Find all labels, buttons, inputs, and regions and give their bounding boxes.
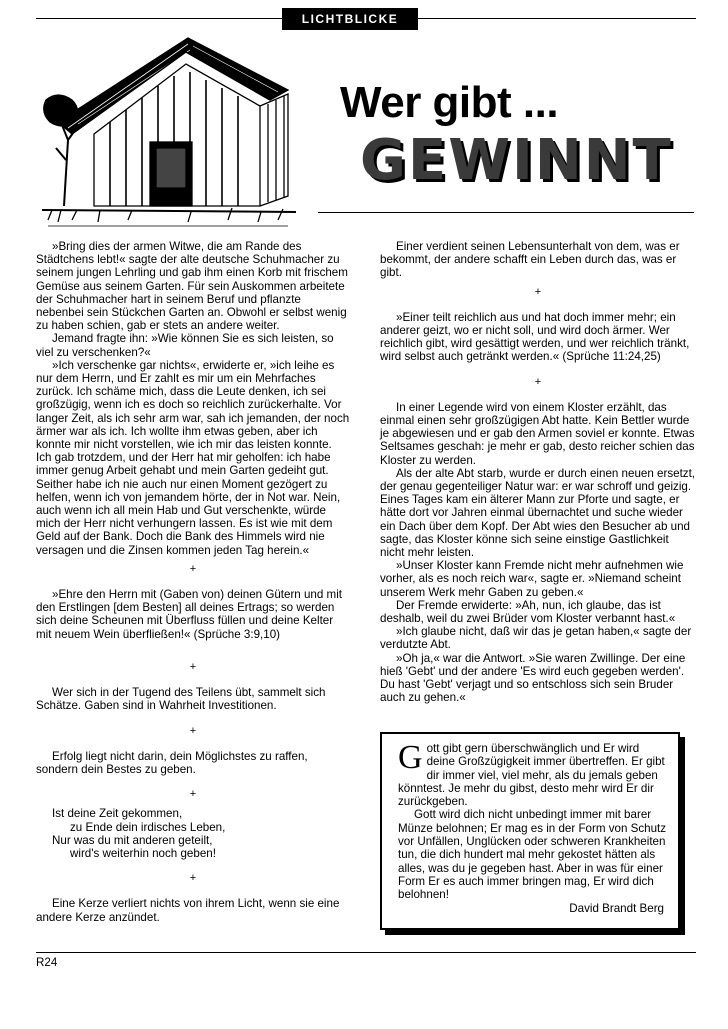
legend-paragraph: Der Fremde erwiderte: »Ah, nun, ich glaube, das ist deshalb, weil du zwei Brüder vom Kloster verbannt hast.« — [380, 598, 676, 626]
separator-mark: + — [189, 788, 197, 801]
saying-candle: Eine Kerze verliert nichts von ihrem Licht, wenn sie eine andere Kerze anzündet. — [36, 897, 340, 924]
poem-line: Nur was du mit anderen geteilt, — [52, 833, 213, 847]
title-line-1: Wer gibt ... — [340, 78, 559, 127]
page-number: R24 — [36, 956, 58, 969]
saying-living: Einer verdient seinen Lebensunterhalt von dem, was er bekommt, der andere schafft ein Leben durch das, was er gibt. — [380, 240, 680, 280]
right-column — [380, 240, 696, 705]
poem-line: wird's weiterhin noch geben! — [70, 846, 216, 860]
story-paragraph: Jemand fragte ihn: »Wie können Sie es sich leisten, so viel zu verschenken?« — [36, 332, 334, 359]
legend-paragraph: In einer Legende wird von einem Kloster erzählt, das einmal einen sehr großzügigen Abt hatte. Kein Bettler wurde je abgewiesen und er gab den Armen soviel er konnte. Etwas Seltsames geschah: je mehr er gab, desto reicher schien das Kloster zu werden. — [380, 400, 695, 467]
poem-line: zu Ende dein irdisches Leben, — [70, 820, 226, 834]
legend-paragraph: Als der alte Abt starb, wurde er durch einen neuen ersetzt, der genau gegenteiliger Natur war: er war schroff und geizig. Eines Tages kam ein älterer Mann zur Pforte und sagte, er hätte dort vor Jahren einmal übernachtet und suche wieder ein Dach über dem Kopf. Der Abt wies den Besucher ab und sagte, das Kloster könne sich seine einstige Gastlichkeit nicht mehr leisten. — [380, 466, 696, 560]
separator-mark: + — [189, 562, 197, 575]
separator-mark: + — [534, 375, 542, 388]
drop-cap: G — [398, 739, 423, 776]
legend-paragraph: »Oh ja,« war die Antwort. »Sie waren Zwillinge. Der eine hieß 'Gebt' und der andere 'Es wird euch gegeben werden'. Du hast 'Gebt' verjagt und so entschloss sich sein Bruder auch zu gehen.« — [380, 651, 686, 705]
story-paragraph: »Bring dies der armen Witwe, die am Rande des Städtchens lebt!« sagte der alte deutsche Schuhmacher zu seinem jungen Lehrling und gab ihm einen Korb mit frischem Gemüse aus seinem Garten. Für sein Auskommen arbeitete der Schuhmacher hart in seinem Beruf und pflanzte nebenbei sein Stückchen Garten an. Obwohl er selbst wenig zu haben schien, gab er stets an andere weiter. — [36, 240, 348, 333]
verse-proverbs-11: »Einer teilt reichlich aus und hat doch immer mehr; ein anderer geizt, wo er nicht soll, und wird doch ärmer. Wer reichlich gibt, wird gesättigt werden, und wer reichlich tränkt, wird selbst auch getränkt werden.« (Sprüche 11:24,25) — [380, 310, 690, 364]
poem-line: Ist deine Zeit gekommen, — [52, 807, 183, 821]
hut-illustration — [38, 30, 300, 230]
section-label: LICHTBLICKE — [282, 8, 418, 30]
separator-mark: + — [189, 660, 197, 673]
box-paragraph: Gott wird dich nicht unbedingt immer mit barer Münze belohnen; Er mag es in der Form von Schutz vor Unfällen, Unglücken oder schweren Krankheiten tun, die dich hundert mal mehr gekostet hätten als alles, was du je gegeben hast. Aber in was für einer Form Er es auch immer bringen mag, Er wird dich belohnen! — [398, 808, 667, 902]
saying-sharing: Wer sich in der Tugend des Teilens übt, sammelt sich Schätze. Gaben sind in Wahrheit Investitionen. — [36, 686, 326, 713]
separator-mark: + — [534, 285, 542, 298]
box-paragraph: ott gibt gern überschwänglich und Er wird deine Großzügigkeit immer übertreffen. Er gibt dir immer viel, viel mehr, als du jemals geben könntest. Je mehr du gibst, desto mehr wird Er dir zurückgeben. — [398, 742, 665, 809]
legend-paragraph: »Unser Kloster kann Fremde nicht mehr aufnehmen wie vorher, als es noch reich war«, sagte er. »Niemand scheint unserem Werk mehr Gaben zu geben.« — [380, 559, 684, 599]
separator-mark: + — [189, 872, 197, 885]
quote-box — [380, 732, 680, 930]
poem — [36, 807, 350, 860]
title-line-2: GEWINNT — [360, 128, 673, 193]
saying-success: Erfolg liegt nicht darin, dein Möglichstes zu raffen, sondern dein Bestes zu geben. — [36, 749, 308, 776]
footer-rule — [36, 952, 696, 953]
title-rule — [318, 212, 694, 213]
verse-proverbs-3: »Ehre den Herrn mit (Gaben von) deinen Gütern und mit den Erstlingen [dem Besten] all deines Ertrags; so werden sich deine Scheunen mit Überfluss füllen und deine Kelter mit neuem Wein überfließen!« (Sprüche 3:9,10) — [36, 588, 342, 641]
story-paragraph: »Ich verschenke gar nichts«, erwiderte er, »ich leihe es nur dem Herrn, und Er zahlt es mir um ein Mehrfaches zurück. Ich schäme mich, dass die Leute denken, ich sei großzügig, wenn ich es doch so reichlich zurückerhalte. Vor langer Zeit, als ich sehr arm war, sah ich jemanden, der noch ärmer war als ich. Ich wollte ihm etwas geben, aber ich konnte mir nicht vorstellen, wie ich mir das leisten konnte. Ich gab trotzdem, und der Herr hat mir geholfen: ich habe immer genug Arbeit gehabt und mein Garten gedeiht gut. Seither habe ich nie auch nur einen Moment gezögert zu helfen, wenn ich von jemandem hörte, der in Not war. Nein, auch wenn ich all mein Hab und Gut verschenkte, würde mich der Herr nicht verhungern lassen. Es ist wie mit dem Geld auf der Bank. Doch die Bank des Himmels wird nie versagen und die Zinsen kommen jeden Tag herein.« — [36, 358, 350, 557]
separator-mark: + — [189, 724, 197, 737]
legend-paragraph: »Ich glaube nicht, daß wir das je getan haben,« sagte der verdutzte Abt. — [380, 625, 692, 652]
left-column — [36, 240, 350, 924]
signature: David Brandt Berg — [569, 901, 664, 915]
